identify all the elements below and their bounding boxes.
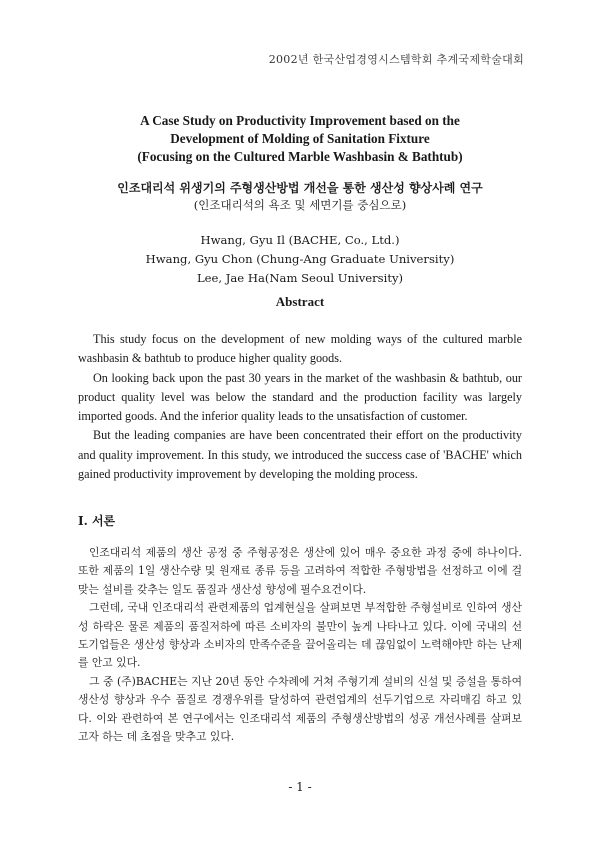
abstract-paragraph-1: This study focus on the development of new molding ways of the cultured marble washbasin & bathtub to produce higher quality goods. [78,332,522,366]
title-en-line-2: Development of Molding of Sanitation Fixture [170,131,430,146]
body-paragraph-3: 그 중 (주)BACHE는 지난 20년 동안 수차례에 거쳐 주형기계 설비의 신설 및 증설을 통하여 생산성 향상과 우수 품질로 경쟁우위를 달성하여 관련업계의 선두기업으로 자리매김 하고 있다. 이와 관련하여 본 연구에서는 인조대리석 제품의 주형생산방법의 성공 개선사례를 살펴보고자 하는 데 초점을 맞추고 있다. [78,674,522,744]
page-number: - 1 - [288,780,312,794]
introduction-body [78,544,522,746]
abstract-heading: Abstract [275,294,325,309]
body-paragraph-1: 인조대리석 제품의 생산 공정 중 주형공정은 생산에 있어 매우 중요한 과정 중에 하나이다. 또한 제품의 1일 생산수량 및 원재료 종류 등을 고려하여 적합한 주형방법을 선정하고 이에 걸 맞는 설비를 갖추는 일도 품질과 생산성 향성에 필수요건이다. [78,546,522,596]
body-paragraph-2: 그런데, 국내 인조대리석 관련제품의 업계현실을 살펴보면 부적합한 주형설비로 인하여 생산성 하락은 물론 제품의 품질저하에 따른 소비자의 불만이 높게 나타나고 있다. 이에 국내의 선도기업들은 생산성 향상과 소비자의 만족수준을 끌어올리는 데 끊임없이 노력해야만 하는 난제를 안고 있다. [78,601,522,670]
author-2: Hwang, Gyu Chon (Chung-Ang Graduate University) [145,252,455,266]
conference-header: 2002년 한국산업경영시스템학회 추계국제학술대회 [268,53,524,66]
section-heading-introduction: Ⅰ. 서론 [78,514,116,528]
abstract-paragraph-3: But the leading companies are have been concentrated their effort on the productivity and quality improvement. In this study, we introduced the success case of 'BACHE' which gained productivity improvement by developing the molding process. [78,428,522,482]
author-3: Lee, Jae Ha(Nam Seoul University) [196,271,404,285]
abstract-body [78,330,522,484]
author-1: Hwang, Gyu Il (BACHE, Co., Ltd.) [200,233,400,247]
title-block [60,112,540,288]
abstract-paragraph-2: On looking back upon the past 30 years in the market of the washbasin & bathtub, our product quality level was below the standard and the production facility was largely imported goods. And the inferior quality leads to the unsatisfaction of customer. [78,370,522,424]
author-list [60,231,540,288]
subtitle-ko: (인조대리석의 욕조 및 세면기를 중심으로) [193,198,407,212]
title-ko: 인조대리석 위생기의 주형생산방법 개선을 통한 생산성 향상사례 연구 [117,181,483,195]
title-en-line-3: (Focusing on the Cultured Marble Washbasin & Bathtub) [137,149,463,164]
title-en-line-1: A Case Study on Productivity Improvement based on the [140,113,460,128]
